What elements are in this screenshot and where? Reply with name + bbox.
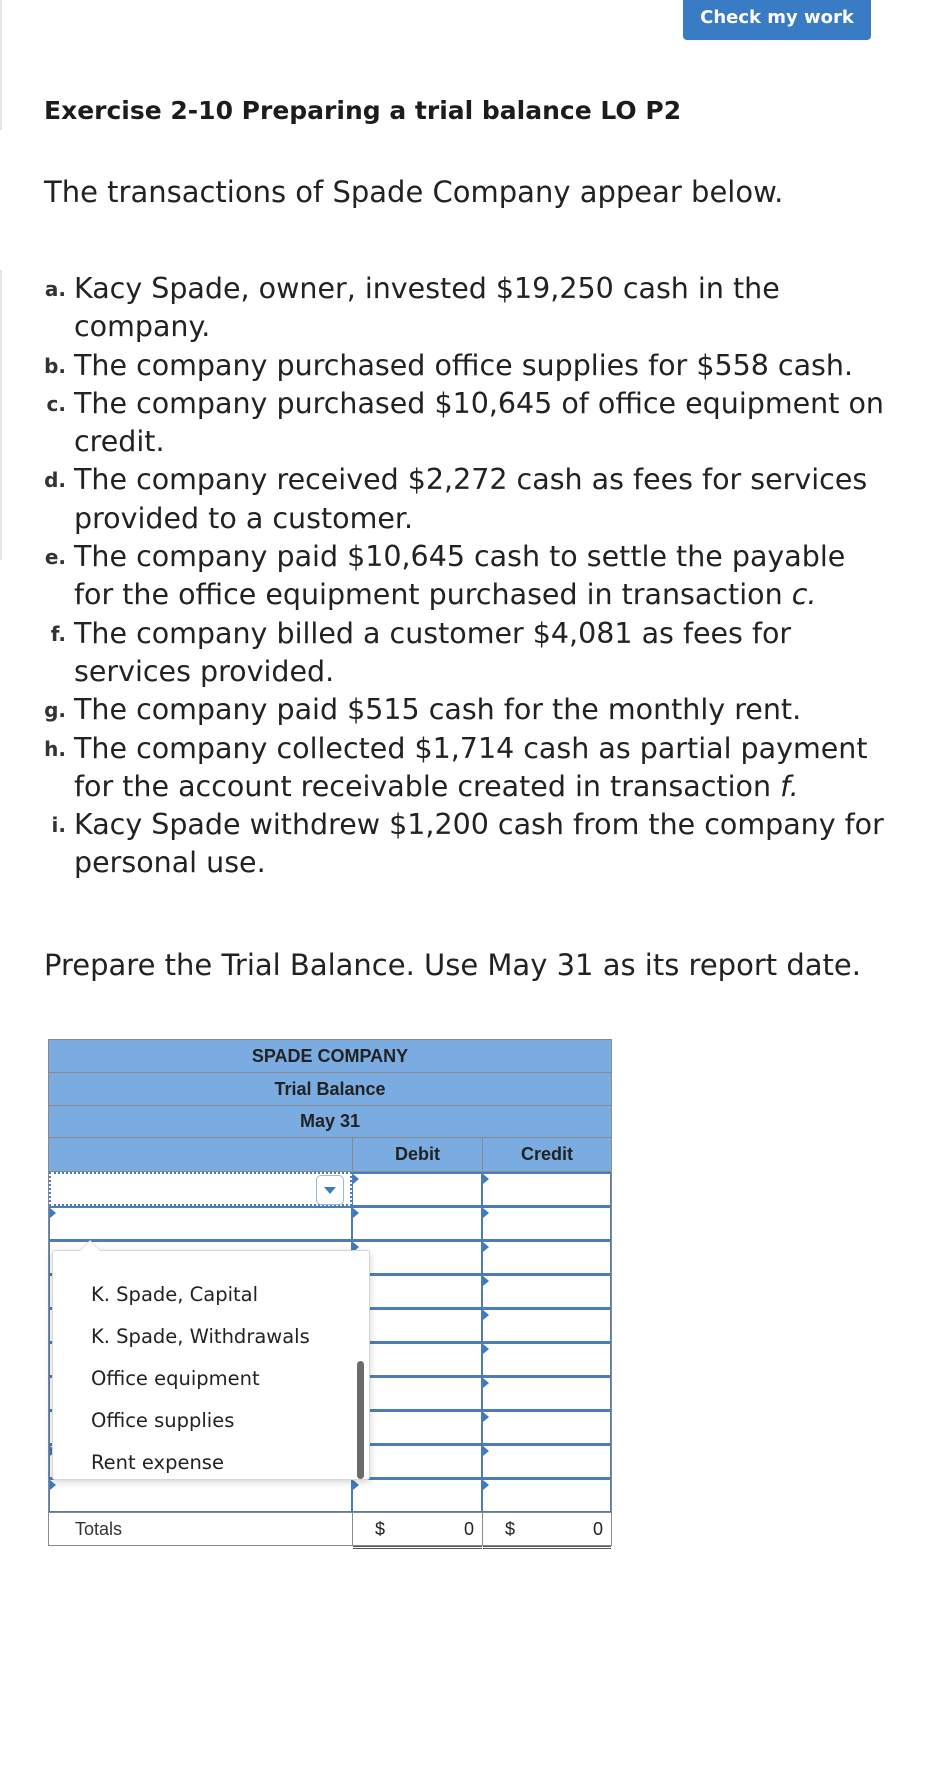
transaction-text: Kacy Spade withdrew $1,200 cash from the company for personal use. [74,808,884,880]
dropdown-option[interactable]: K. Spade, Capital [91,1282,259,1306]
transaction-letter: i. [51,813,66,838]
debit-input[interactable] [352,1342,482,1376]
transaction-item [40,615,890,692]
totals-label: Totals [75,1518,123,1539]
triangle-right-icon [483,1446,489,1456]
transaction-text: The company purchased $10,645 of office equipment on credit. [74,386,884,459]
transaction-letter: a. [44,277,66,301]
instruction-text: Prepare the Trial Balance. Use May 31 as its report date. [44,948,861,982]
debit-input[interactable] [352,1240,482,1274]
triangle-right-icon [483,1242,489,1252]
exercise-title: Exercise 2-10 Preparing a trial balance LO P2 [44,96,682,125]
debit-input[interactable] [352,1308,482,1342]
transaction-text: Kacy Spade, owner, invested $19,250 cash in the company. [74,272,780,344]
triangle-right-icon [483,1480,489,1490]
dropdown-option[interactable]: Rent expense [91,1450,224,1474]
dropdown-option[interactable]: Office supplies [91,1408,235,1432]
chevron-down-icon[interactable] [316,1175,344,1205]
transaction-item [40,691,890,729]
triangle-right-icon [483,1276,489,1286]
transaction-text: The company received $2,272 cash as fees for services provided to a customer. [74,463,868,535]
debit-total-value: 0 [463,1518,474,1539]
tb-row [48,1172,612,1206]
account-select[interactable] [49,1206,352,1240]
debit-input[interactable] [352,1172,482,1206]
transaction-letter: h. [44,736,66,761]
tb-row [48,1206,612,1240]
credit-input[interactable] [482,1444,611,1478]
transaction-item [40,461,890,538]
debit-input[interactable] [352,1274,482,1308]
debit-currency: $ [375,1518,386,1539]
transaction-text: The company paid $515 cash for the monthly rent. [74,693,802,727]
transaction-text: The company purchased office supplies for $558 cash. [74,348,854,382]
transaction-ref: f. [780,769,799,803]
exercise-intro: The transactions of Spade Company appear below. [44,175,784,209]
account-select[interactable] [49,1172,352,1206]
debit-input[interactable] [352,1410,482,1444]
transaction-letter: d. [44,468,66,493]
dropdown-option[interactable]: K. Spade, Withdrawals [91,1324,310,1348]
account-select[interactable] [49,1478,352,1512]
transaction-letter: b. [44,353,66,378]
transaction-letter: c. [46,391,66,416]
credit-total-value: 0 [592,1518,603,1539]
credit-input[interactable] [482,1342,611,1376]
tb-column-headers [48,1138,612,1172]
triangle-right-icon [483,1378,489,1388]
debit-input[interactable] [352,1376,482,1410]
triangle-right-icon [483,1412,489,1422]
triangle-right-icon [483,1344,489,1354]
triangle-right-icon [353,1174,359,1184]
transaction-item [40,538,890,615]
transaction-item [40,270,890,347]
triangle-right-icon [483,1310,489,1320]
tb-account-header [49,1138,352,1171]
credit-currency: $ [505,1518,516,1539]
tb-statement-name: Trial Balance [48,1072,612,1105]
credit-input[interactable] [482,1206,611,1240]
tb-totals-row [48,1512,612,1546]
credit-input[interactable] [482,1308,611,1342]
transaction-text: The company paid $10,645 cash to settle the payable for the office equipment purchased in transaction [74,540,846,612]
check-my-work-button[interactable]: Check my work [683,0,871,40]
tb-report-date: May 31 [48,1105,612,1138]
transaction-letter: g. [44,698,66,723]
debit-input[interactable] [352,1444,482,1478]
credit-input[interactable] [482,1478,611,1512]
triangle-right-icon [483,1208,489,1218]
credit-input[interactable] [482,1376,611,1410]
triangle-right-icon [353,1208,359,1218]
credit-input[interactable] [482,1172,611,1206]
tb-credit-header: Credit [482,1138,611,1171]
triangle-right-icon [483,1174,489,1184]
transaction-item [40,730,890,807]
dropdown-option[interactable]: Office equipment [91,1366,260,1390]
account-dropdown-menu [52,1250,370,1480]
debit-input[interactable] [352,1478,482,1512]
credit-total [482,1513,611,1545]
left-rule-mid [0,270,2,560]
debit-input[interactable] [352,1206,482,1240]
tb-company-name: SPADE COMPANY [48,1039,612,1072]
dropdown-scrollbar[interactable] [357,1361,364,1479]
triangle-right-icon [50,1208,56,1218]
transaction-letter: e. [44,545,66,570]
tb-row [48,1478,612,1512]
debit-total [352,1513,482,1545]
transaction-list [40,270,890,883]
transaction-text: The company billed a customer $4,081 as fees for services provided. [74,616,792,688]
credit-input[interactable] [482,1410,611,1444]
transaction-item [40,806,890,883]
transaction-item [40,385,890,462]
transaction-letter: f. [50,621,66,646]
tb-debit-header: Debit [352,1138,482,1171]
credit-input[interactable] [482,1274,611,1308]
credit-input[interactable] [482,1240,611,1274]
transaction-text: The company collected $1,714 cash as partial payment for the account receivable created in transaction [74,731,868,803]
transaction-ref: c. [791,578,817,612]
dropdown-options [53,1251,369,1483]
left-rule-top [0,0,2,130]
transaction-item [40,347,890,385]
